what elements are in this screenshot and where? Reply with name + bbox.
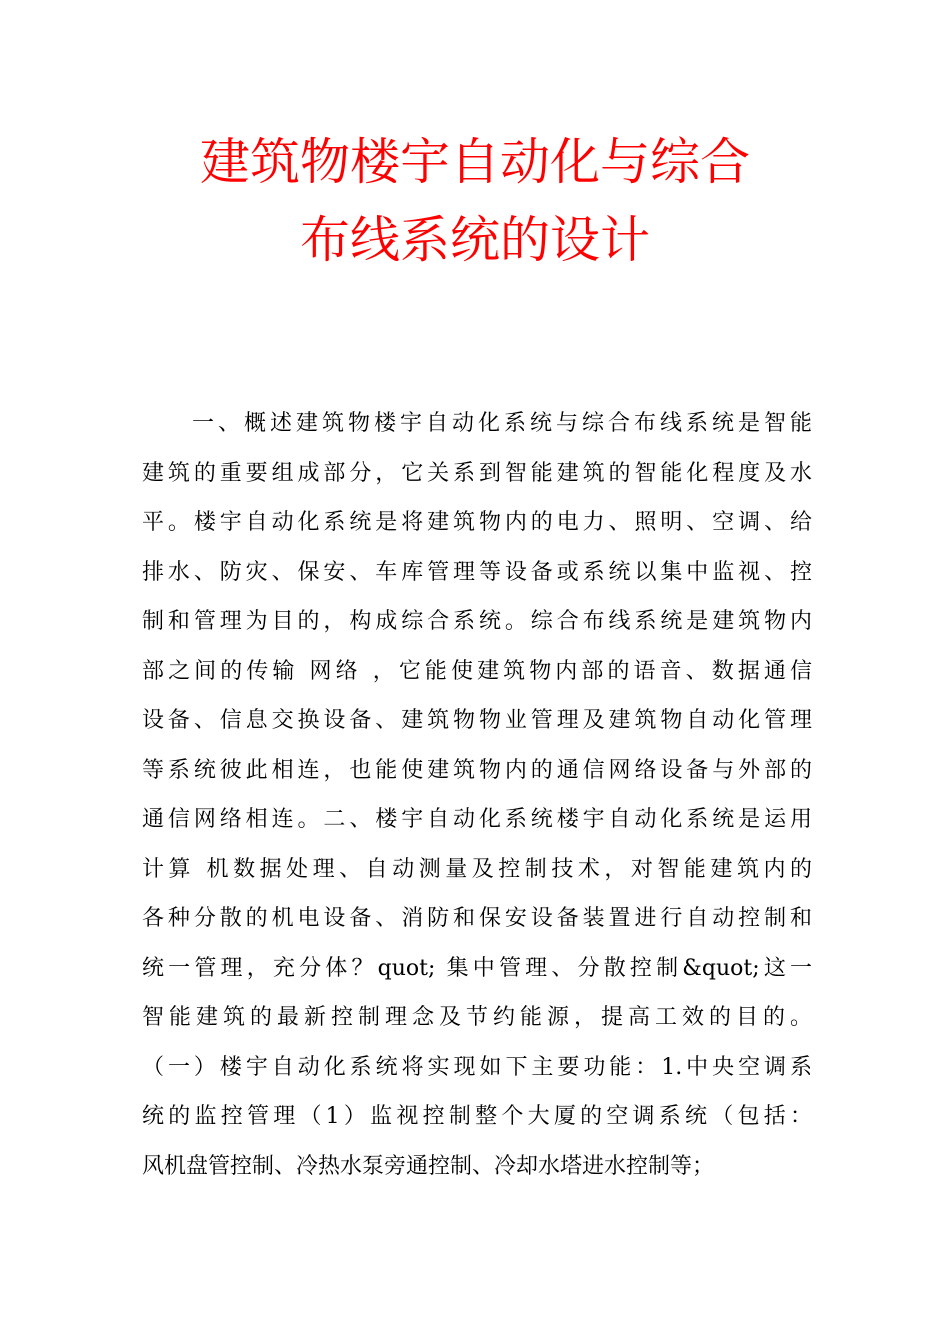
body-line: 统的监控管理（1）监视控制整个大厦的空调系统（包括： xyxy=(142,1104,812,1129)
body-line: 制和管理为目的，构成综合系统。综合布线系统是建筑物内 xyxy=(142,609,812,634)
body-line: 平。楼宇自动化系统是将建筑物内的电力、照明、空调、给 xyxy=(142,510,812,535)
body-line: 一、概述建筑物楼宇自动化系统与综合布线系统是智能 xyxy=(192,411,812,436)
body-line: 各种分散的机电设备、消防和保安设备装置进行自动控制和 xyxy=(142,906,812,931)
document-title-line-1: 建筑物楼宇自动化与综合 xyxy=(200,133,750,191)
body-line: 设备、信息交换设备、建筑物物业管理及建筑物自动化管理 xyxy=(142,708,812,733)
document-title-line-2: 布线系统的设计 xyxy=(300,211,650,269)
body-line: 等系统彼此相连，也能使建筑物内的通信网络设备与外部的 xyxy=(142,757,812,783)
body-line: 计算 机数据处理、自动测量及控制技术，对智能建筑内的 xyxy=(142,856,812,882)
body-line: 通信网络相连。二、楼宇自动化系统楼宇自动化系统是运用 xyxy=(142,807,812,832)
body-line: 部之间的传输 网络 ，它能使建筑物内部的语音、数据通信 xyxy=(142,658,812,684)
body-line: 排水、防灾、保安、车库管理等设备或系统以集中监视、控 xyxy=(142,559,812,585)
body-line: 风机盘管控制、冷热水泵旁通控制、冷却水塔进水控制等； xyxy=(142,1153,715,1179)
body-line: 统一管理，充分体？quot; 集中管理、分散控制&quot;这一 xyxy=(142,955,812,981)
body-line: 智能建筑的最新控制理念及节约能源，提高工效的目的。 xyxy=(142,1005,812,1030)
body-line: （一）楼宇自动化系统将实现如下主要功能：1.中央空调系 xyxy=(142,1054,812,1080)
body-line: 建筑的重要组成部分，它关系到智能建筑的智能化程度及水 xyxy=(142,460,812,486)
document-body xyxy=(142,399,812,1191)
